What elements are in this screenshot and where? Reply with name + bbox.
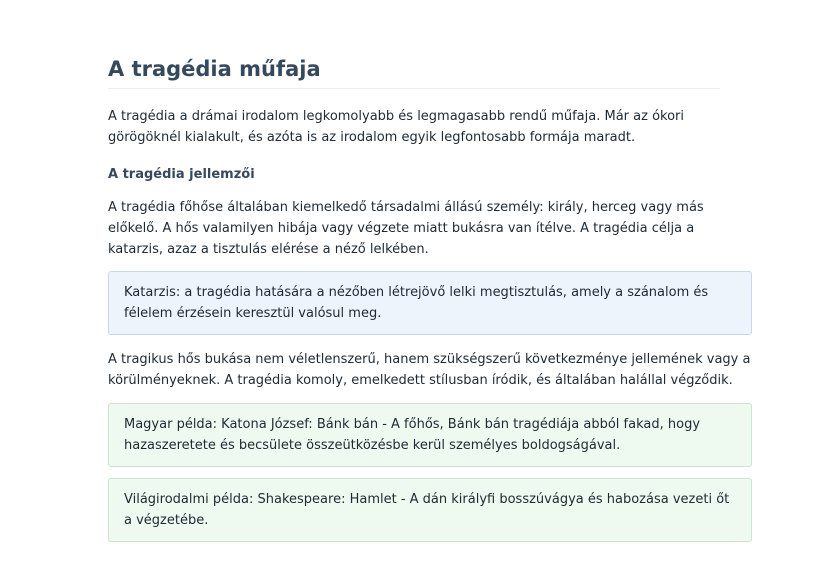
hero-paragraph: A tragédia főhőse általában kiemelkedő társadalmi állású személy: király, herceg vagy más előkelő. A hős valamilyen hibája vagy végzete miatt bukásra van ítélve. A tragédia célja a katarzis, azaz a tisztulás elérése a néző lelkében.	[108, 200, 704, 257]
document-content	[108, 56, 752, 542]
example-box-hungarian: Magyar példa: Katona József: Bánk bán - A főhős, Bánk bán tragédiája abból fakad, hogy hazaszeretete és becsülete összeütközésbe kerül személyes boldogságával.	[108, 403, 752, 467]
section-heading: A tragédia jellemzői	[108, 167, 255, 182]
example-box-world: Világirodalmi példa: Shakespeare: Hamlet - A dán királyfi bosszúvágya és habozása vezeti őt a végzetébe.	[108, 478, 752, 542]
definition-box-katarzis: Katarzis: a tragédia hatására a nézőben létrejövő lelki megtisztulás, amely a szánalom és félelem érzésein keresztül valósul meg.	[108, 271, 752, 335]
intro-paragraph: A tragédia a drámai irodalom legkomolyabb és legmagasabb rendű műfaja. Már az ókori görögöknél kialakult, és azóta is az irodalom egyik legfontosabb formája maradt.	[108, 109, 684, 145]
downfall-paragraph: A tragikus hős bukása nem véletlenszerű, hanem szükségszerű következménye jellemének vagy a körülményeknek. A tragédia komoly, emelkedett stílusban íródik, és általában halállal végződik.	[108, 352, 751, 388]
page-title: A tragédia műfaja	[108, 56, 720, 89]
